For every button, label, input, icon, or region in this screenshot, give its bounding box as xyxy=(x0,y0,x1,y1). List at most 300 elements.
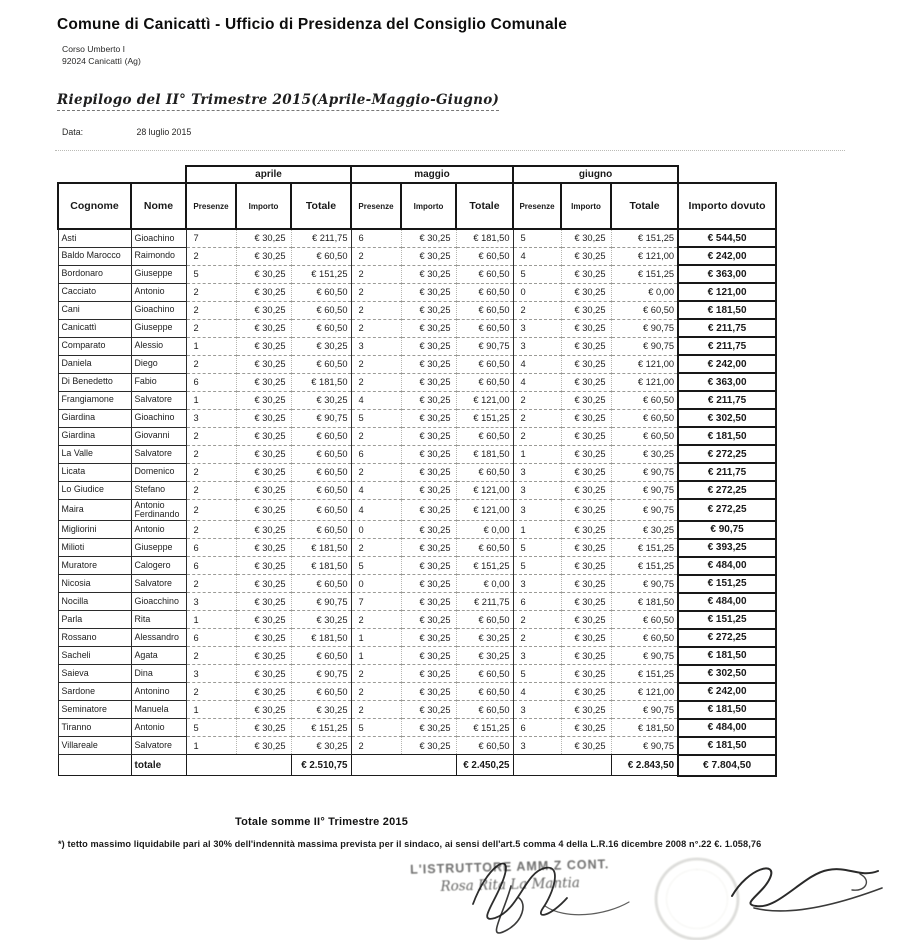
cell-presenze-aprile: 2 xyxy=(186,647,236,665)
cell-presenze-giugno: 0 xyxy=(513,283,561,301)
cell-totale-giugno: € 30,25 xyxy=(611,521,678,539)
date-label: Data: xyxy=(62,127,84,137)
cell-presenze-maggio: 5 xyxy=(351,409,401,427)
cell-importo-aprile: € 30,25 xyxy=(236,391,291,409)
cell-nome: Alessandro xyxy=(131,629,186,647)
cell-cognome: Rossano xyxy=(58,629,131,647)
cell-totale-maggio: € 30,25 xyxy=(456,647,513,665)
cell-importo-dovuto: € 484,00 xyxy=(678,557,776,575)
cell-presenze-maggio: 2 xyxy=(351,463,401,481)
cell-cognome: Seminatore xyxy=(58,701,131,719)
table-row xyxy=(58,445,776,463)
cell-nome: Giuseppe xyxy=(131,265,186,283)
cell-presenze-maggio: 0 xyxy=(351,575,401,593)
cell-importo-dovuto: € 302,50 xyxy=(678,665,776,683)
cell-importo-dovuto: € 151,25 xyxy=(678,611,776,629)
cell-totale-aprile: € 60,50 xyxy=(291,683,351,701)
cell-totale-aprile: € 151,25 xyxy=(291,265,351,283)
cell-presenze-aprile: 2 xyxy=(186,575,236,593)
cell-importo-giugno: € 30,25 xyxy=(561,445,611,463)
cell-importo-giugno: € 30,25 xyxy=(561,521,611,539)
cell-importo-giugno: € 30,25 xyxy=(561,247,611,265)
cell-importo-giugno: € 30,25 xyxy=(561,719,611,737)
cell-cognome: Baldo Marocco xyxy=(58,247,131,265)
cell-cognome: Villareale xyxy=(58,737,131,755)
cell-importo-maggio: € 30,25 xyxy=(401,283,456,301)
col-header-importo-maggio: Importo xyxy=(401,183,456,229)
cell-presenze-giugno: 3 xyxy=(513,575,561,593)
handwritten-signature-right xyxy=(720,858,890,924)
cell-nome: Antonio Ferdinando xyxy=(131,499,186,521)
cell-presenze-giugno: 4 xyxy=(513,355,561,373)
cell-cognome: Cacciato xyxy=(58,283,131,301)
cell-totale-maggio: € 121,00 xyxy=(456,499,513,521)
table-row xyxy=(58,719,776,737)
handwritten-signature-left xyxy=(415,846,705,940)
cell-totale-aprile: € 181,50 xyxy=(291,539,351,557)
cell-presenze-maggio: 6 xyxy=(351,445,401,463)
cell-nome: Salvatore xyxy=(131,737,186,755)
cell-presenze-maggio: 7 xyxy=(351,593,401,611)
col-header-cognome: Cognome xyxy=(58,183,131,229)
cell-importo-giugno: € 30,25 xyxy=(561,611,611,629)
cell-presenze-aprile: 2 xyxy=(186,283,236,301)
cell-totale-giugno: € 90,75 xyxy=(611,319,678,337)
cell-importo-maggio: € 30,25 xyxy=(401,593,456,611)
totals-label: totale xyxy=(131,755,186,776)
cell-cognome: Canicattì xyxy=(58,319,131,337)
cell-totale-aprile: € 151,25 xyxy=(291,719,351,737)
cell-importo-dovuto: € 181,50 xyxy=(678,647,776,665)
cell-totale-aprile: € 60,50 xyxy=(291,319,351,337)
cell-importo-aprile: € 30,25 xyxy=(236,499,291,521)
cell-nome: Manuela xyxy=(131,701,186,719)
cell-totale-giugno: € 90,75 xyxy=(611,737,678,755)
col-header-importo-giugno: Importo xyxy=(561,183,611,229)
cell-cognome: La Valle xyxy=(58,445,131,463)
table-row xyxy=(58,665,776,683)
cell-presenze-giugno: 5 xyxy=(513,557,561,575)
cell-totale-giugno: € 60,50 xyxy=(611,629,678,647)
table-row xyxy=(58,737,776,755)
cell-importo-giugno: € 30,25 xyxy=(561,229,611,247)
totals-maggio: € 2.450,25 xyxy=(456,755,513,776)
header-spacer xyxy=(678,166,776,183)
table-row xyxy=(58,355,776,373)
cell-totale-giugno: € 90,75 xyxy=(611,481,678,499)
cell-cognome: Lo Giudice xyxy=(58,481,131,499)
table-row xyxy=(58,629,776,647)
cell-totale-maggio: € 60,50 xyxy=(456,463,513,481)
totals-spacer xyxy=(351,755,456,776)
cell-importo-dovuto: € 242,00 xyxy=(678,355,776,373)
cell-totale-aprile: € 60,50 xyxy=(291,283,351,301)
cell-cognome: Asti xyxy=(58,229,131,247)
cell-importo-maggio: € 30,25 xyxy=(401,719,456,737)
cell-totale-aprile: € 181,50 xyxy=(291,373,351,391)
cell-presenze-maggio: 3 xyxy=(351,337,401,355)
cell-totale-giugno: € 60,50 xyxy=(611,409,678,427)
cell-importo-aprile: € 30,25 xyxy=(236,719,291,737)
cell-cognome: Tiranno xyxy=(58,719,131,737)
cell-importo-giugno: € 30,25 xyxy=(561,539,611,557)
cell-totale-giugno: € 90,75 xyxy=(611,499,678,521)
cell-importo-giugno: € 30,25 xyxy=(561,737,611,755)
cell-importo-maggio: € 30,25 xyxy=(401,521,456,539)
col-header-totale-giugno: Totale xyxy=(611,183,678,229)
cell-presenze-maggio: 2 xyxy=(351,265,401,283)
cell-totale-aprile: € 60,50 xyxy=(291,301,351,319)
cell-importo-aprile: € 30,25 xyxy=(236,481,291,499)
cell-presenze-giugno: 3 xyxy=(513,319,561,337)
cell-nome: Antonio xyxy=(131,521,186,539)
cell-importo-aprile: € 30,25 xyxy=(236,701,291,719)
cell-importo-maggio: € 30,25 xyxy=(401,665,456,683)
cell-nome: Giuseppe xyxy=(131,319,186,337)
table-row xyxy=(58,557,776,575)
cell-totale-giugno: € 151,25 xyxy=(611,229,678,247)
table-row xyxy=(58,301,776,319)
cell-importo-aprile: € 30,25 xyxy=(236,283,291,301)
cell-presenze-maggio: 6 xyxy=(351,229,401,247)
address-line1: Corso Umberto I xyxy=(62,44,126,54)
cell-totale-giugno: € 90,75 xyxy=(611,647,678,665)
cell-presenze-maggio: 4 xyxy=(351,391,401,409)
cell-importo-maggio: € 30,25 xyxy=(401,373,456,391)
cell-totale-giugno: € 60,50 xyxy=(611,611,678,629)
cell-importo-giugno: € 30,25 xyxy=(561,283,611,301)
cell-totale-giugno: € 90,75 xyxy=(611,575,678,593)
cell-nome: Salvatore xyxy=(131,391,186,409)
cell-importo-giugno: € 30,25 xyxy=(561,593,611,611)
cell-cognome: Migliorini xyxy=(58,521,131,539)
cell-nome: Rita xyxy=(131,611,186,629)
cell-nome: Raimondo xyxy=(131,247,186,265)
cell-totale-aprile: € 30,25 xyxy=(291,611,351,629)
cell-cognome: Daniela xyxy=(58,355,131,373)
table-row xyxy=(58,701,776,719)
cell-importo-aprile: € 30,25 xyxy=(236,593,291,611)
report-subtitle: Riepilogo del II° Trimestre 2015(Aprile-Maggio-Giugno) xyxy=(57,92,499,111)
table-row xyxy=(58,427,776,445)
cell-presenze-giugno: 2 xyxy=(513,427,561,445)
table-body xyxy=(58,229,776,755)
cell-presenze-aprile: 1 xyxy=(186,391,236,409)
cell-importo-dovuto: € 544,50 xyxy=(678,229,776,247)
cell-importo-giugno: € 30,25 xyxy=(561,319,611,337)
cell-importo-giugno: € 30,25 xyxy=(561,391,611,409)
cell-presenze-aprile: 2 xyxy=(186,301,236,319)
table-row xyxy=(58,337,776,355)
cell-importo-dovuto: € 363,00 xyxy=(678,373,776,391)
cell-importo-giugno: € 30,25 xyxy=(561,683,611,701)
header-spacer xyxy=(58,166,186,183)
cell-cognome: Maira xyxy=(58,499,131,521)
cell-totale-maggio: € 151,25 xyxy=(456,557,513,575)
cell-presenze-maggio: 2 xyxy=(351,301,401,319)
cell-presenze-maggio: 2 xyxy=(351,373,401,391)
cell-presenze-giugno: 5 xyxy=(513,265,561,283)
cell-importo-aprile: € 30,25 xyxy=(236,611,291,629)
cell-presenze-maggio: 5 xyxy=(351,557,401,575)
cell-presenze-giugno: 1 xyxy=(513,521,561,539)
cell-totale-giugno: € 121,00 xyxy=(611,373,678,391)
attendance-table xyxy=(57,165,777,777)
cell-totale-aprile: € 60,50 xyxy=(291,521,351,539)
cell-presenze-aprile: 5 xyxy=(186,265,236,283)
date-value: 28 luglio 2015 xyxy=(136,127,192,137)
cell-importo-giugno: € 30,25 xyxy=(561,463,611,481)
cell-presenze-aprile: 2 xyxy=(186,463,236,481)
cell-importo-aprile: € 30,25 xyxy=(236,521,291,539)
cell-presenze-maggio: 2 xyxy=(351,737,401,755)
cell-importo-giugno: € 30,25 xyxy=(561,575,611,593)
cell-nome: Calogero xyxy=(131,557,186,575)
cell-totale-aprile: € 60,50 xyxy=(291,247,351,265)
cell-presenze-maggio: 2 xyxy=(351,701,401,719)
col-header-totale-aprile: Totale xyxy=(291,183,351,229)
cell-totale-maggio: € 60,50 xyxy=(456,737,513,755)
cell-importo-giugno: € 30,25 xyxy=(561,481,611,499)
cell-totale-maggio: € 121,00 xyxy=(456,391,513,409)
cell-importo-maggio: € 30,25 xyxy=(401,337,456,355)
cell-totale-aprile: € 181,50 xyxy=(291,629,351,647)
cell-totale-aprile: € 90,75 xyxy=(291,409,351,427)
cell-presenze-aprile: 3 xyxy=(186,409,236,427)
cell-totale-maggio: € 30,25 xyxy=(456,629,513,647)
table-row xyxy=(58,247,776,265)
cell-totale-aprile: € 60,50 xyxy=(291,427,351,445)
cell-totale-maggio: € 60,50 xyxy=(456,701,513,719)
cell-totale-giugno: € 90,75 xyxy=(611,701,678,719)
cell-importo-dovuto: € 363,00 xyxy=(678,265,776,283)
cell-importo-dovuto: € 211,75 xyxy=(678,337,776,355)
cell-nome: Alessio xyxy=(131,337,186,355)
cell-importo-maggio: € 30,25 xyxy=(401,539,456,557)
cell-presenze-giugno: 2 xyxy=(513,629,561,647)
cell-totale-maggio: € 60,50 xyxy=(456,319,513,337)
cell-nome: Giuseppe xyxy=(131,539,186,557)
cell-importo-dovuto: € 211,75 xyxy=(678,319,776,337)
cell-importo-giugno: € 30,25 xyxy=(561,629,611,647)
cell-nome: Gioachino xyxy=(131,409,186,427)
cell-importo-aprile: € 30,25 xyxy=(236,301,291,319)
cell-totale-giugno: € 151,25 xyxy=(611,265,678,283)
table-row xyxy=(58,611,776,629)
cell-presenze-aprile: 2 xyxy=(186,355,236,373)
cell-nome: Dina xyxy=(131,665,186,683)
cell-presenze-maggio: 2 xyxy=(351,247,401,265)
cell-totale-giugno: € 181,50 xyxy=(611,593,678,611)
address-line2: 92024 Canicattì (Ag) xyxy=(62,55,141,66)
cell-presenze-maggio: 2 xyxy=(351,283,401,301)
cell-importo-maggio: € 30,25 xyxy=(401,319,456,337)
totals-spacer xyxy=(186,755,291,776)
cell-importo-aprile: € 30,25 xyxy=(236,629,291,647)
cell-presenze-maggio: 2 xyxy=(351,683,401,701)
page-title: Comune di Canicattì - Ufficio di Presidenza del Consiglio Comunale xyxy=(57,16,568,33)
cell-nome: Giovanni xyxy=(131,427,186,445)
cell-presenze-maggio: 4 xyxy=(351,481,401,499)
cell-nome: Diego xyxy=(131,355,186,373)
cell-nome: Fabio xyxy=(131,373,186,391)
cell-importo-dovuto: € 242,00 xyxy=(678,247,776,265)
cell-importo-aprile: € 30,25 xyxy=(236,575,291,593)
cell-presenze-maggio: 0 xyxy=(351,521,401,539)
cell-nome: Gioachino xyxy=(131,229,186,247)
cell-importo-maggio: € 30,25 xyxy=(401,629,456,647)
cell-presenze-maggio: 2 xyxy=(351,427,401,445)
table-row xyxy=(58,521,776,539)
cell-presenze-aprile: 2 xyxy=(186,427,236,445)
table-row xyxy=(58,265,776,283)
cell-importo-dovuto: € 181,50 xyxy=(678,427,776,445)
cell-importo-maggio: € 30,25 xyxy=(401,575,456,593)
cell-presenze-giugno: 5 xyxy=(513,229,561,247)
cell-totale-aprile: € 30,25 xyxy=(291,737,351,755)
cell-presenze-aprile: 6 xyxy=(186,557,236,575)
cell-nome: Antonino xyxy=(131,683,186,701)
cell-totale-maggio: € 121,00 xyxy=(456,481,513,499)
cell-totale-aprile: € 30,25 xyxy=(291,337,351,355)
cell-totale-maggio: € 151,25 xyxy=(456,719,513,737)
table-row xyxy=(58,229,776,247)
cell-cognome: Di Benedetto xyxy=(58,373,131,391)
cell-importo-maggio: € 30,25 xyxy=(401,611,456,629)
cell-presenze-aprile: 2 xyxy=(186,319,236,337)
cell-importo-aprile: € 30,25 xyxy=(236,539,291,557)
cell-totale-giugno: € 60,50 xyxy=(611,427,678,445)
cell-presenze-giugno: 4 xyxy=(513,373,561,391)
cell-presenze-maggio: 2 xyxy=(351,319,401,337)
cell-totale-aprile: € 90,75 xyxy=(291,593,351,611)
cell-importo-giugno: € 30,25 xyxy=(561,499,611,521)
cell-importo-aprile: € 30,25 xyxy=(236,737,291,755)
cell-importo-maggio: € 30,25 xyxy=(401,481,456,499)
cell-totale-maggio: € 0,00 xyxy=(456,575,513,593)
cell-presenze-aprile: 6 xyxy=(186,373,236,391)
date-row xyxy=(62,127,191,137)
cell-totale-aprile: € 60,50 xyxy=(291,355,351,373)
table-row xyxy=(58,683,776,701)
cell-totale-maggio: € 151,25 xyxy=(456,409,513,427)
cell-cognome: Licata xyxy=(58,463,131,481)
cell-importo-dovuto: € 181,50 xyxy=(678,737,776,755)
cell-importo-dovuto: € 272,25 xyxy=(678,499,776,521)
cell-importo-maggio: € 30,25 xyxy=(401,557,456,575)
cell-totale-aprile: € 90,75 xyxy=(291,665,351,683)
cell-totale-giugno: € 151,25 xyxy=(611,557,678,575)
cell-cognome: Muratore xyxy=(58,557,131,575)
cell-presenze-giugno: 6 xyxy=(513,593,561,611)
cell-totale-aprile: € 60,50 xyxy=(291,445,351,463)
cell-totale-giugno: € 151,25 xyxy=(611,539,678,557)
cell-totale-maggio: € 60,50 xyxy=(456,265,513,283)
cell-importo-aprile: € 30,25 xyxy=(236,373,291,391)
cell-presenze-giugno: 3 xyxy=(513,499,561,521)
cell-importo-dovuto: € 121,00 xyxy=(678,283,776,301)
col-header-importo-dovuto: Importo dovuto xyxy=(678,183,776,229)
cell-totale-giugno: € 60,50 xyxy=(611,391,678,409)
cell-nome: Gioachino xyxy=(131,301,186,319)
cell-presenze-aprile: 6 xyxy=(186,629,236,647)
table-row xyxy=(58,409,776,427)
cell-totale-maggio: € 181,50 xyxy=(456,229,513,247)
cell-presenze-aprile: 5 xyxy=(186,719,236,737)
cell-totale-giugno: € 90,75 xyxy=(611,337,678,355)
cell-cognome: Giardina xyxy=(58,427,131,445)
cell-importo-giugno: € 30,25 xyxy=(561,647,611,665)
cell-totale-maggio: € 60,50 xyxy=(456,611,513,629)
cell-importo-giugno: € 30,25 xyxy=(561,665,611,683)
cell-presenze-aprile: 3 xyxy=(186,665,236,683)
table-row xyxy=(58,539,776,557)
cell-nome: Antonio xyxy=(131,719,186,737)
table-row xyxy=(58,481,776,499)
table-row xyxy=(58,319,776,337)
cell-cognome: Giardina xyxy=(58,409,131,427)
cell-presenze-maggio: 2 xyxy=(351,611,401,629)
cell-presenze-giugno: 4 xyxy=(513,683,561,701)
totals-row xyxy=(58,755,776,776)
table-row xyxy=(58,499,776,521)
cell-importo-dovuto: € 393,25 xyxy=(678,539,776,557)
cell-importo-dovuto: € 211,75 xyxy=(678,391,776,409)
cell-importo-maggio: € 30,25 xyxy=(401,647,456,665)
cell-importo-dovuto: € 151,25 xyxy=(678,575,776,593)
cell-presenze-giugno: 4 xyxy=(513,247,561,265)
cell-importo-maggio: € 30,25 xyxy=(401,737,456,755)
cell-presenze-giugno: 2 xyxy=(513,409,561,427)
cell-cognome: Cani xyxy=(58,301,131,319)
cell-presenze-giugno: 3 xyxy=(513,337,561,355)
cell-importo-dovuto: € 90,75 xyxy=(678,521,776,539)
cell-presenze-aprile: 2 xyxy=(186,683,236,701)
table-row xyxy=(58,373,776,391)
table-row xyxy=(58,647,776,665)
cell-presenze-aprile: 2 xyxy=(186,481,236,499)
legal-footnote: *) tetto massimo liquidabile pari al 30% dell'indennità massima prevista per il sindaco, ai sensi dell'art.5 comma 4 della L.R.16 dicembre 2008 n°.22 €. 1.058,76 xyxy=(58,839,762,849)
cell-importo-giugno: € 30,25 xyxy=(561,355,611,373)
cell-importo-maggio: € 30,25 xyxy=(401,463,456,481)
cell-totale-giugno: € 181,50 xyxy=(611,719,678,737)
signature-zone xyxy=(0,852,900,940)
cell-nome: Gioacchino xyxy=(131,593,186,611)
cell-importo-aprile: € 30,25 xyxy=(236,265,291,283)
cell-cognome: Nocilla xyxy=(58,593,131,611)
cell-presenze-giugno: 2 xyxy=(513,301,561,319)
cell-presenze-giugno: 2 xyxy=(513,611,561,629)
cell-cognome: Bordonaro xyxy=(58,265,131,283)
col-header-nome: Nome xyxy=(131,183,186,229)
cell-totale-maggio: € 60,50 xyxy=(456,373,513,391)
cell-cognome: Comparato xyxy=(58,337,131,355)
cell-importo-dovuto: € 484,00 xyxy=(678,719,776,737)
totals-spacer xyxy=(513,755,611,776)
stamp-name-line: Rosa Rita La Mantia xyxy=(440,875,581,895)
cell-totale-maggio: € 60,50 xyxy=(456,665,513,683)
cell-cognome: Frangiamone xyxy=(58,391,131,409)
cell-totale-aprile: € 30,25 xyxy=(291,391,351,409)
totals-spacer xyxy=(58,755,131,776)
cell-presenze-giugno: 2 xyxy=(513,391,561,409)
cell-importo-dovuto: € 211,75 xyxy=(678,463,776,481)
office-address xyxy=(62,44,141,67)
cell-importo-aprile: € 30,25 xyxy=(236,355,291,373)
cell-totale-maggio: € 211,75 xyxy=(456,593,513,611)
cell-importo-maggio: € 30,25 xyxy=(401,701,456,719)
cell-totale-maggio: € 60,50 xyxy=(456,283,513,301)
